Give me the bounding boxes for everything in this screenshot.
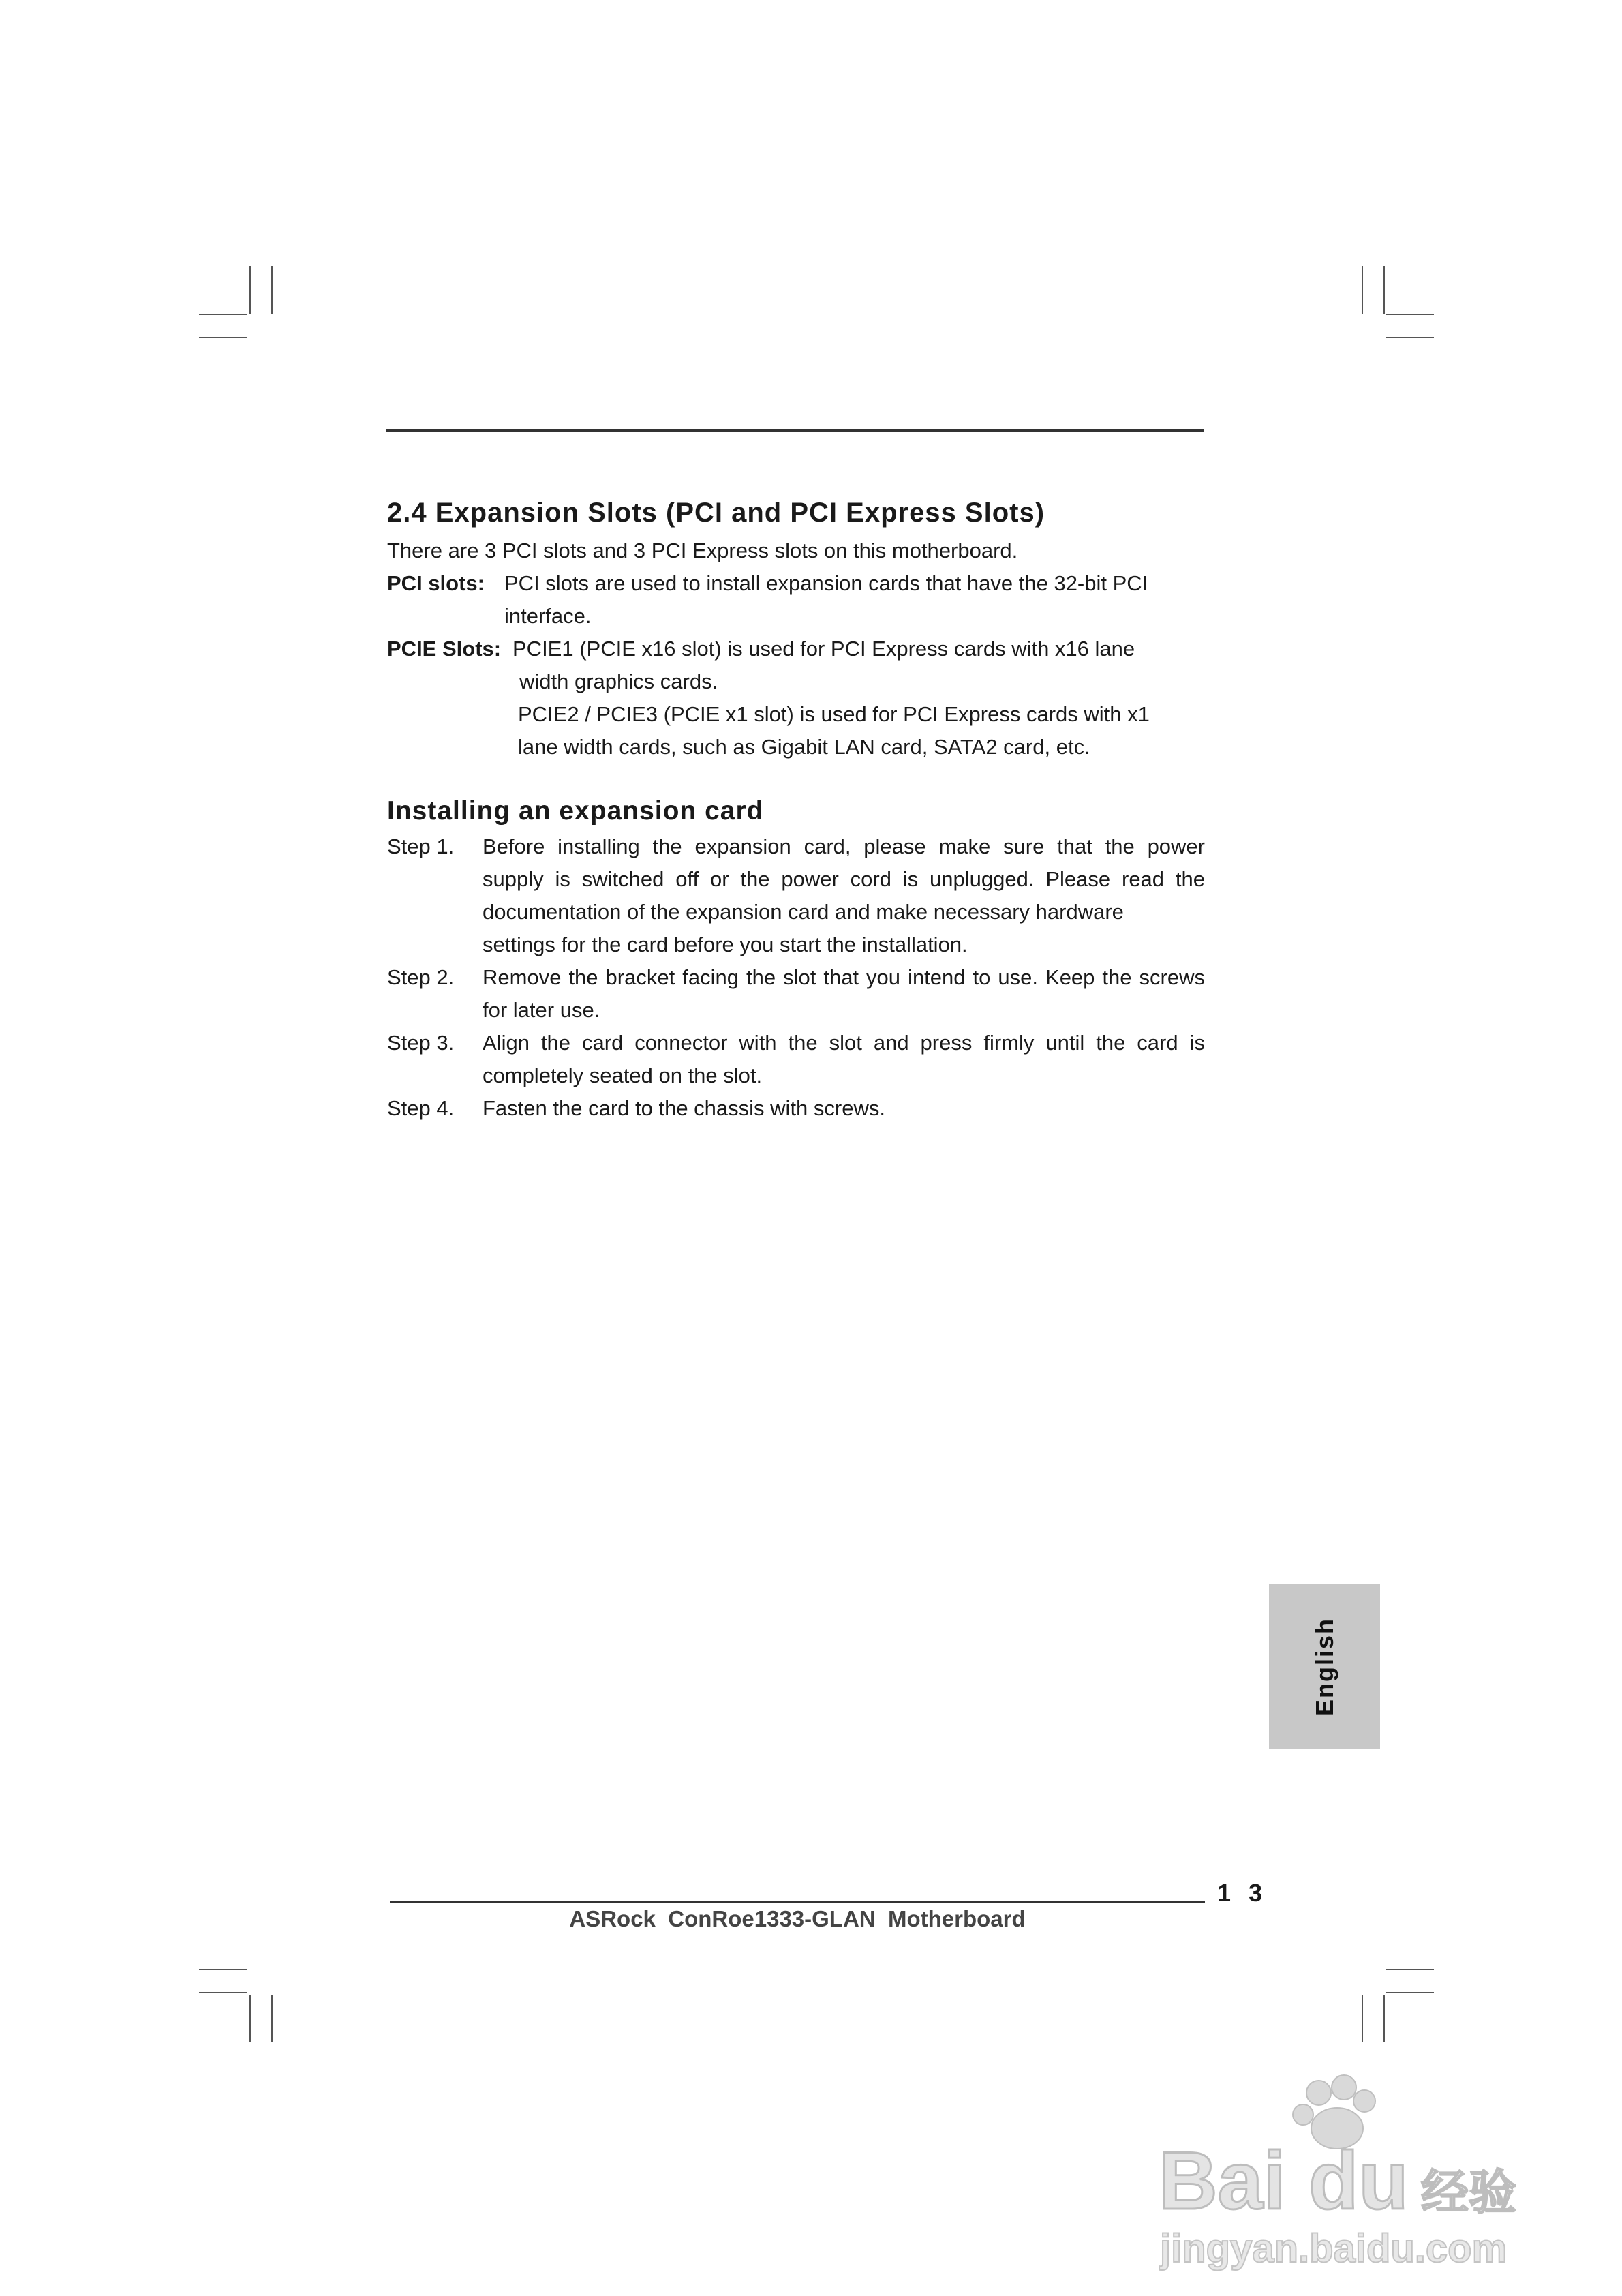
step-text: Fasten the card to the chassis with screws.	[483, 1096, 885, 1120]
svg-text:Bai du: Bai du	[1159, 2135, 1409, 2226]
pcie-slots-text-4: lane width cards, such as Gigabit LAN card, SATA2 card, etc.	[518, 735, 1090, 759]
install-title: Installing an expansion card	[387, 796, 764, 826]
step-text: supply is switched off or the power cord is unplugged. Please read the	[483, 867, 1205, 891]
svg-text:经验: 经验	[1421, 2164, 1516, 2220]
pci-slots-text-2: interface.	[504, 604, 592, 628]
language-tab-label: English	[1310, 1617, 1338, 1717]
pci-slots-label: PCI slots:	[387, 571, 485, 595]
step-label: Step 4.	[387, 1096, 455, 1120]
footer-title: ASRock ConRoe1333-GLAN Motherboard	[569, 1906, 1026, 1931]
footer-rule	[390, 1901, 1205, 1903]
pcie-slots-text-2: width graphics cards.	[519, 669, 718, 693]
step-text: Remove the bracket facing the slot that you intend to use. Keep the screws	[483, 965, 1205, 989]
baidu-watermark-logo	[1152, 2072, 1533, 2277]
step-text: for later use.	[483, 998, 600, 1022]
section-title: 2.4 Expansion Slots (PCI and PCI Express Slots)	[387, 498, 1045, 528]
pcie-slots-label: PCIE Slots:	[387, 637, 502, 661]
step-label: Step 2.	[387, 965, 455, 989]
step-text: completely seated on the slot.	[483, 1063, 763, 1087]
page-number: 1 3	[1217, 1879, 1268, 1907]
language-tab	[1269, 1584, 1380, 1749]
step-label: Step 1.	[387, 834, 455, 858]
step-label: Step 3.	[387, 1031, 455, 1055]
svg-text:jingyan.baidu.com: jingyan.baidu.com	[1160, 2226, 1508, 2271]
step-text: Align the card connector with the slot and press firmly until the card is	[483, 1031, 1205, 1055]
step-text: documentation of the expansion card and make necessary hardware	[483, 900, 1124, 924]
header-rule	[386, 429, 1204, 432]
pcie-slots-text-1: PCIE1 (PCIE x16 slot) is used for PCI Express cards with x16 lane	[512, 637, 1135, 661]
section-intro: There are 3 PCI slots and 3 PCI Express slots on this motherboard.	[387, 539, 1018, 562]
step-text: settings for the card before you start the installation.	[483, 933, 968, 956]
step-text: Before installing the expansion card, please make sure that the power	[483, 834, 1205, 858]
pcie-slots-text-3: PCIE2 / PCIE3 (PCIE x1 slot) is used for PCI Express cards with x1	[518, 702, 1150, 726]
pci-slots-text-1: PCI slots are used to install expansion cards that have the 32-bit PCI	[504, 571, 1148, 595]
